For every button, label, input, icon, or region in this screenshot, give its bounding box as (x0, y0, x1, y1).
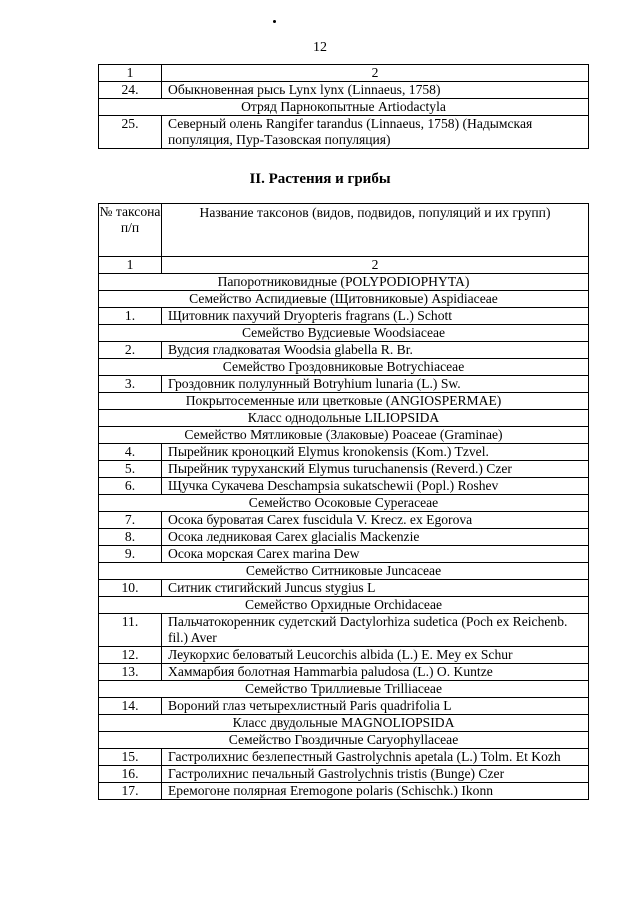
table-row (99, 82, 589, 99)
col-header-1: 1 (99, 65, 162, 82)
table-row (99, 614, 589, 647)
scan-dot (273, 20, 276, 23)
taxon-number: 17. (99, 783, 162, 800)
taxon-name: Пальчатокоренник судетский Dactylorhiza sudetica (Poch ex Reichenb. fil.) Aver (162, 614, 589, 647)
taxon-group-name: Покрытосеменные или цветковые (ANGIOSPERMAE) (99, 393, 589, 410)
taxon-number: 9. (99, 546, 162, 563)
table-row (99, 766, 589, 783)
taxon-number: 5. (99, 461, 162, 478)
taxon-name: Пырейник кроноцкий Elymus kronokensis (Kom.) Tzvel. (162, 444, 589, 461)
taxon-number: 12. (99, 647, 162, 664)
table-row (99, 342, 589, 359)
taxon-number: 14. (99, 698, 162, 715)
col-header-1: 1 (99, 257, 162, 274)
taxon-name: Осока буроватая Carex fuscidula V. Krecz. ex Egorova (162, 512, 589, 529)
taxon-number: 15. (99, 749, 162, 766)
taxon-group-row (99, 732, 589, 749)
taxon-name: Осока ледниковая Carex glacialis Mackenzie (162, 529, 589, 546)
taxon-group-row (99, 681, 589, 698)
taxon-number: 25. (99, 116, 162, 149)
taxon-group-row (99, 410, 589, 427)
taxon-name: Гастролихнис печальный Gastrolychnis tristis (Bunge) Czer (162, 766, 589, 783)
taxon-name: Вудсия гладковатая Woodsia glabella R. Br. (162, 342, 589, 359)
section-title: II. Растения и грибы (249, 171, 391, 187)
taxon-group-name: Семейство Мятликовые (Злаковые) Poaceae (Graminae) (99, 427, 589, 444)
table-row (99, 376, 589, 393)
column-number-row (99, 65, 589, 82)
taxon-group-name: Класс двудольные MAGNOLIOPSIDA (99, 715, 589, 732)
taxon-number: 1. (99, 308, 162, 325)
taxon-name: Обыкновенная рысь Lynx lynx (Linnaeus, 1758) (162, 82, 589, 99)
taxon-group-row (99, 393, 589, 410)
table-row (99, 647, 589, 664)
table-row (99, 580, 589, 597)
table-row (99, 461, 589, 478)
table-row (99, 698, 589, 715)
plants-table (98, 203, 589, 800)
table-header-row (99, 204, 589, 257)
page-number: 12 (313, 40, 327, 55)
taxon-group-row (99, 715, 589, 732)
taxon-group-name: Семейство Осоковые Cyperaceae (99, 495, 589, 512)
taxon-group-row (99, 427, 589, 444)
table-row (99, 444, 589, 461)
taxon-name: Еремогоне полярная Eremogone polaris (Schischk.) Ikonn (162, 783, 589, 800)
taxon-group-row (99, 495, 589, 512)
taxon-number: 2. (99, 342, 162, 359)
taxon-name: Осока морская Carex marina Dew (162, 546, 589, 563)
taxon-name: Щучка Сукачева Deschampsia sukatschewii (Popl.) Roshev (162, 478, 589, 495)
table-row (99, 783, 589, 800)
table-row (99, 512, 589, 529)
taxon-name: Гроздовник полулунный Botryhium lunaria (L.) Sw. (162, 376, 589, 393)
taxon-number: 11. (99, 614, 162, 647)
taxon-group-row (99, 563, 589, 580)
taxon-group-row (99, 325, 589, 342)
plants-table-body (99, 274, 589, 800)
taxon-number: 16. (99, 766, 162, 783)
taxon-name: Гастролихнис безлепестный Gastrolychnis apetala (L.) Tolm. Et Kozh (162, 749, 589, 766)
taxon-name: Хаммарбия болотная Hammarbia paludosa (L.) O. Kuntze (162, 664, 589, 681)
col-header-2: 2 (162, 65, 589, 82)
table-row (99, 664, 589, 681)
table-row (99, 116, 589, 149)
taxon-name: Северный олень Rangifer tarandus (Linnaeus, 1758) (Надымская популяция, Пур-Тазовская популяция) (162, 116, 589, 149)
taxon-group-row (99, 274, 589, 291)
taxon-group-name: Семейство Триллиевые Trilliaceae (99, 681, 589, 698)
taxon-name: Пырейник туруханский Elymus turuchanensis (Reverd.) Czer (162, 461, 589, 478)
animals-table-body (99, 82, 589, 149)
column-number-row (99, 257, 589, 274)
header-taxon-number: № таксона п/п (99, 204, 162, 257)
taxon-name: Вороний глаз четырехлистный Paris quadrifolia L (162, 698, 589, 715)
taxon-name: Щитовник пахучий Dryopteris fragrans (L.) Schott (162, 308, 589, 325)
animals-table-continuation (98, 64, 589, 149)
taxon-number: 13. (99, 664, 162, 681)
table-row (99, 308, 589, 325)
taxon-group-row (99, 597, 589, 614)
taxon-number: 8. (99, 529, 162, 546)
taxon-group-name: Семейство Вудсиевые Woodsiaceae (99, 325, 589, 342)
taxon-name: Ситник стигийский Juncus stygius L (162, 580, 589, 597)
taxon-group-row (99, 359, 589, 376)
taxon-name: Леукорхис беловатый Leucorchis albida (L.) E. Mey ex Schur (162, 647, 589, 664)
table-row (99, 478, 589, 495)
taxon-number: 24. (99, 82, 162, 99)
col-header-2: 2 (162, 257, 589, 274)
taxon-number: 4. (99, 444, 162, 461)
table-row (99, 529, 589, 546)
taxon-group-name: Папоротниковидные (POLYPODIOPHYTA) (99, 274, 589, 291)
taxon-group-row (99, 99, 589, 116)
taxon-number: 3. (99, 376, 162, 393)
table-row (99, 749, 589, 766)
taxon-number: 7. (99, 512, 162, 529)
taxon-group-name: Семейство Гвоздичные Caryophyllaceae (99, 732, 589, 749)
taxon-group-name: Семейство Аспидиевые (Щитовниковые) Aspidiaceae (99, 291, 589, 308)
taxon-number: 10. (99, 580, 162, 597)
taxon-group-name: Семейство Гроздовниковые Botrychiaceae (99, 359, 589, 376)
taxon-group-name: Семейство Орхидные Orchidaceae (99, 597, 589, 614)
taxon-number: 6. (99, 478, 162, 495)
table-row (99, 546, 589, 563)
header-taxon-name: Название таксонов (видов, подвидов, популяций и их групп) (162, 204, 589, 257)
taxon-group-name: Отряд Парнокопытные Artiodactyla (99, 99, 589, 116)
taxon-group-name: Класс однодольные LILIOPSIDA (99, 410, 589, 427)
taxon-group-row (99, 291, 589, 308)
taxon-group-name: Семейство Ситниковые Juncaceae (99, 563, 589, 580)
